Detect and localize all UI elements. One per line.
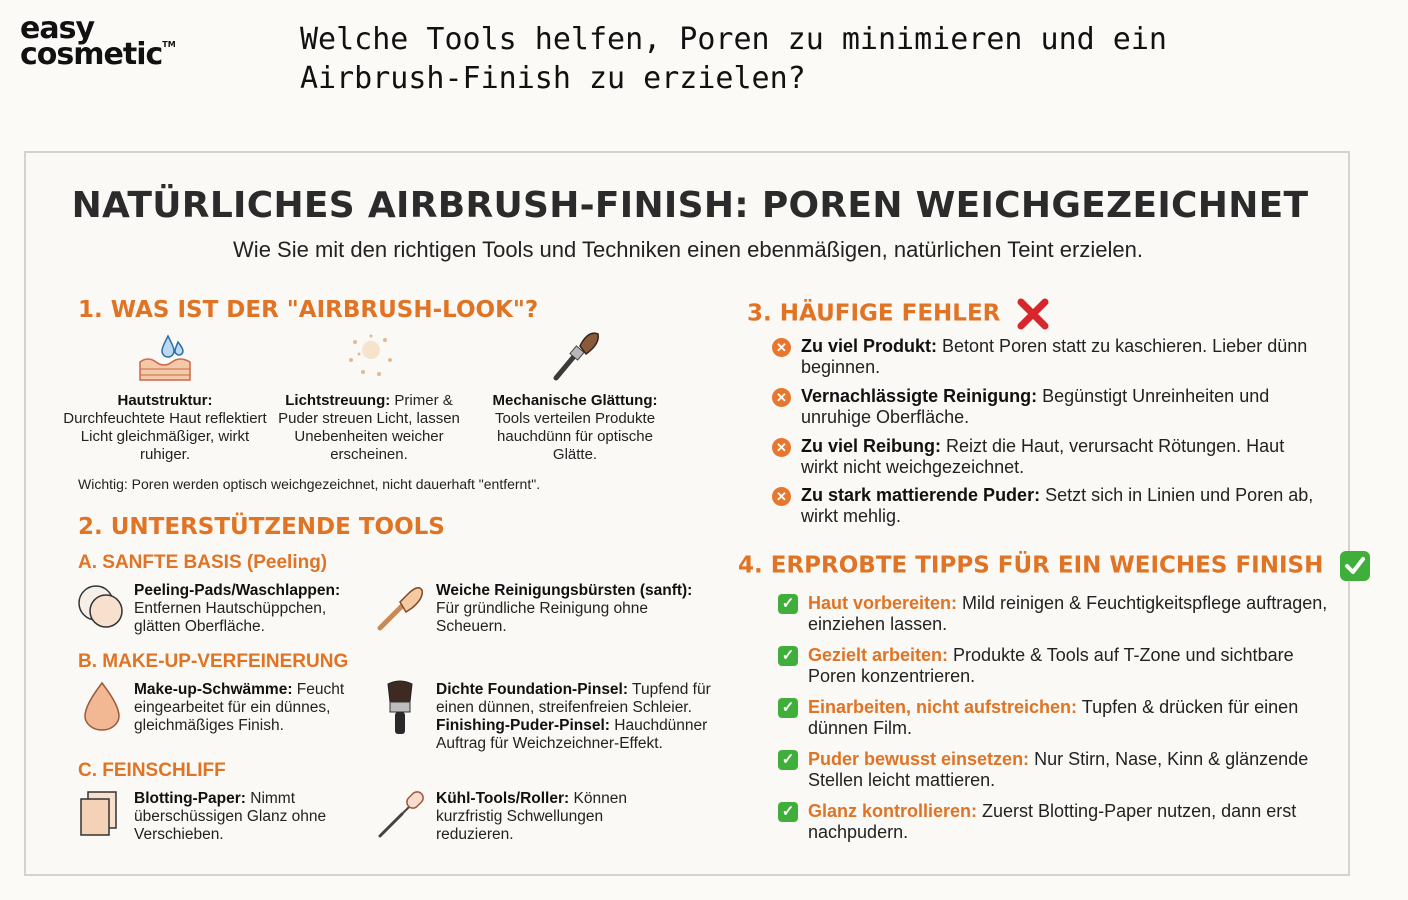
error-2-title: Vernachlässigte Reinigung: [801, 386, 1038, 406]
tip-3-title: Einarbeiten, nicht aufstreichen: [808, 697, 1078, 717]
section-4-heading [738, 550, 1371, 582]
important-note: Wichtig: Poren werden optisch weichgezeichnet, nicht dauerhaft "entfernt". [78, 476, 541, 492]
tool-peeling-pads [134, 582, 364, 636]
tool-blotting-paper-title: Blotting-Paper: [134, 790, 246, 807]
tool-powder-brush-text: Hauchdünner Auftrag für Weichzeichner-Effekt. [436, 717, 708, 752]
tool-peeling-pads-title: Peeling-Pads/Waschlappen: [134, 582, 341, 599]
subsection-a-heading: A. SANFTE BASIS (Peeling) [78, 552, 328, 573]
cleansing-brush-icon [374, 580, 426, 634]
logo-line-2: cosmetic [20, 36, 163, 72]
subsection-b-heading: B. MAKE-UP-VERFEINERUNG [78, 651, 349, 672]
tip-1-title: Haut vorbereiten: [808, 593, 958, 613]
tool-makeup-sponge-text: Feucht eingearbeitet für ein dünnes, gleichmäßiges Finish. [134, 681, 345, 734]
section-4-heading-text: 4. ERPROBTE TIPPS FÜR EIN WEICHES FINISH [738, 552, 1324, 579]
tool-blotting-paper [134, 790, 364, 844]
section-1-item-2 [276, 392, 462, 464]
makeup-sponge-icon [82, 680, 122, 732]
tool-makeup-sponge-title: Make-up-Schwämme: [134, 681, 293, 698]
tool-foundation-brush [436, 681, 721, 753]
peeling-pad-icon [76, 583, 126, 631]
check-icon: ✓ [778, 750, 798, 770]
error-x-icon: ✕ [772, 487, 791, 506]
error-1-title: Zu viel Produkt: [801, 336, 938, 356]
tool-makeup-sponge [134, 681, 364, 735]
tool-peeling-pads-text: Entfernen Hautschüppchen, glätten Oberfläche. [134, 600, 327, 635]
tool-powder-brush-title: Finishing-Puder-Pinsel: [436, 717, 610, 734]
check-icon: ✓ [778, 698, 798, 718]
item-1-text: Durchfeuchtete Haut reflektiert Licht gleichmäßiger, wirkt ruhiger. [63, 410, 267, 463]
subsection-c-heading: C. FEINSCHLIFF [78, 760, 226, 781]
item-2-bold: Lichtstreuung: [285, 392, 391, 409]
tip-2-text: Produkte & Tools auf T-Zone und sichtbare Poren konzentrieren. [808, 645, 1294, 686]
tool-cleansing-brush-title: Weiche Reinigungsbürsten (sanft): [436, 582, 693, 599]
tip-1-text: Mild reinigen & Feuchtigkeitspflege auftragen, einziehen lassen. [808, 593, 1328, 634]
page-question: Welche Tools helfen, Poren zu minimieren und ein Airbrush-Finish zu erzielen? [300, 22, 1167, 96]
item-3-bold: Mechanische Glättung: [492, 392, 658, 409]
tip-3-text: Tupfen & drücken für einen dünnen Film. [808, 697, 1299, 738]
check-icon: ✓ [778, 646, 798, 666]
error-x-icon: ✕ [772, 438, 791, 457]
logo-line-1: easy [20, 11, 95, 46]
skin-droplet-icon [138, 332, 192, 382]
item-1-bold: Hautstruktur: [117, 392, 213, 409]
infographic-title: NATÜRLICHES AIRBRUSH-FINISH: POREN WEICHGEZEICHNET [71, 185, 1309, 226]
brand-logo [20, 11, 176, 72]
error-x-icon: ✕ [772, 338, 791, 357]
section-1-item-3 [480, 392, 670, 464]
section-1-item-1 [60, 392, 270, 464]
tip-4-title: Puder bewusst einsetzen: [808, 749, 1030, 769]
error-4-text: Setzt sich in Linien und Poren ab, wirkt mehlig. [801, 485, 1314, 526]
section-2-heading: 2. UNTERSTÜTZENDE TOOLS [78, 514, 445, 540]
green-check-icon [1339, 550, 1371, 582]
tool-cooling-roller-text: Können kurzfristig Schwellungen reduzieren. [436, 790, 627, 843]
blotting-paper-icon [78, 790, 122, 838]
section-3-heading [747, 297, 1050, 331]
error-3-title: Zu viel Reibung: [801, 436, 942, 456]
check-icon: ✓ [778, 594, 798, 614]
check-icon: ✓ [778, 802, 798, 822]
tip-5-title: Glanz kontrollieren: [808, 801, 978, 821]
cooling-roller-icon [374, 788, 428, 842]
error-4-title: Zu stark mattierende Puder: [801, 485, 1041, 505]
infographic-subtitle: Wie Sie mit den richtigen Tools und Techniken einen ebenmäßigen, natürlichen Teint erzielen. [233, 237, 1143, 262]
section-1-heading: 1. WAS IST DER "AIRBRUSH-LOOK"? [78, 297, 539, 323]
light-scatter-icon [345, 332, 397, 380]
tip-2-title: Gezielt arbeiten: [808, 645, 949, 665]
tool-blotting-paper-text: Nimmt überschüssigen Glanz ohne Verschieben. [134, 790, 327, 843]
item-3-text: Tools verteilen Produkte hauchdünn für optische Glätte. [494, 410, 656, 463]
error-3-text: Reizt die Haut, verursacht Rötungen. Haut wirkt nicht weichgezeichnet. [801, 436, 1285, 477]
tool-cleansing-brush [436, 582, 716, 636]
red-cross-icon [1016, 297, 1050, 331]
error-x-icon: ✕ [772, 388, 791, 407]
error-2-text: Begünstigt Unreinheiten und unruhige Oberfläche. [801, 386, 1270, 427]
tip-5-text: Zuerst Blotting-Paper nutzen, dann erst nachpudern. [808, 801, 1297, 842]
section-3-heading-text: 3. HÄUFIGE FEHLER [747, 300, 1001, 327]
tool-foundation-brush-title: Dichte Foundation-Pinsel: [436, 681, 629, 698]
tool-cooling-roller-title: Kühl-Tools/Roller: [436, 790, 570, 807]
error-1-text: Betont Poren statt zu kaschieren. Lieber dünn beginnen. [801, 336, 1308, 377]
tip-4-text: Nur Stirn, Nase, Kinn & glänzende Stellen leicht mattieren. [808, 749, 1309, 790]
makeup-brush-icon [550, 330, 600, 382]
tool-foundation-brush-text: Tupfend für einen dünnen, streifenfreien Schleier. [436, 681, 711, 716]
tool-cleansing-brush-text: Für gründliche Reinigung ohne Scheuern. [436, 600, 648, 635]
foundation-brush-icon [382, 680, 418, 736]
item-2-text: Primer & Puder streuen Licht, lassen Unebenheiten weicher erscheinen. [278, 392, 460, 463]
tool-cooling-roller [436, 790, 666, 844]
logo-trademark: TM [162, 39, 176, 49]
